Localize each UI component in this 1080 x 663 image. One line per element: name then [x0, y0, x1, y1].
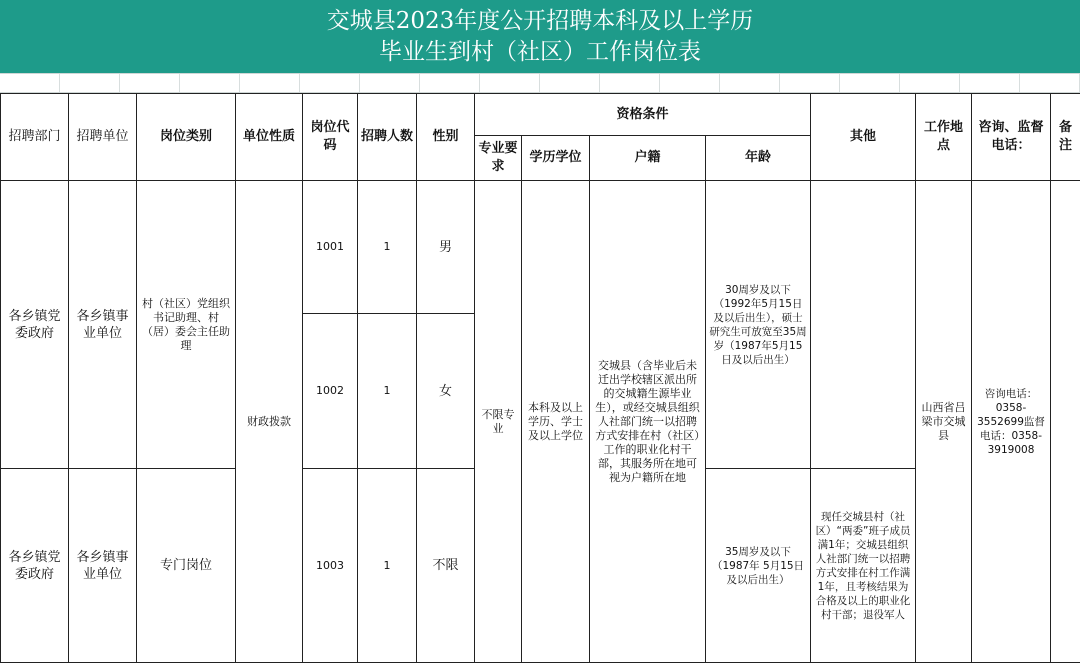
row3-count: 1 [358, 469, 417, 663]
header-category: 岗位类别 [137, 94, 236, 181]
header-contact: 咨询、监督电话： [972, 94, 1051, 181]
table-title-banner [0, 0, 1080, 73]
positions-table [0, 93, 1080, 663]
header-gender: 性别 [417, 94, 475, 181]
row1-gender: 男 [417, 181, 475, 314]
header-unit: 招聘单位 [69, 94, 137, 181]
row3-unit: 各乡镇事业单位 [69, 469, 137, 663]
header-major: 专业要求 [475, 136, 522, 181]
header-code: 岗位代码 [303, 94, 358, 181]
header-qualifications: 资格条件 [475, 94, 811, 136]
header-count: 招聘人数 [358, 94, 417, 181]
row3-age: 35周岁及以下（1987年 5月15日及以后出生） [706, 469, 811, 663]
row3-other: 现任交城县村（社区）“两委”班子成员满1年；交城县组织人社部门统一以招聘方式安排在村工作满1年，且考核结果为合格及以上的职业化村干部；退役军人 [811, 469, 916, 663]
title-line-1: 交城县2023年度公开招聘本科及以上学历 [0, 6, 1080, 37]
row3-code: 1003 [303, 469, 358, 663]
location-cell: 山西省吕梁市交城县 [916, 181, 972, 663]
row1-dept: 各乡镇党委政府 [1, 181, 69, 469]
header-age: 年龄 [706, 136, 811, 181]
contact-cell: 咨询电话：0358-3552699监督电话：0358-3919008 [972, 181, 1051, 663]
table-row [1, 181, 1080, 314]
row3-category: 专门岗位 [137, 469, 236, 663]
row1-unit: 各乡镇事业单位 [69, 181, 137, 469]
header-nature: 单位性质 [236, 94, 303, 181]
spreadsheet-gap-row [0, 73, 1080, 93]
major-cell: 不限专业 [475, 181, 522, 663]
row1-count: 1 [358, 181, 417, 314]
nature-cell: 财政拨款 [236, 181, 303, 663]
header-remarks: 备注 [1051, 94, 1080, 181]
education-cell: 本科及以上学历、学士及以上学位 [522, 181, 590, 663]
header-education: 学历学位 [522, 136, 590, 181]
row2-code: 1002 [303, 314, 358, 469]
row2-count: 1 [358, 314, 417, 469]
remarks-cell [1051, 181, 1080, 663]
row3-gender: 不限 [417, 469, 475, 663]
row3-dept: 各乡镇党委政府 [1, 469, 69, 663]
header-location: 工作地点 [916, 94, 972, 181]
household-cell: 交城县（含毕业后未迁出学校辖区派出所的交城籍生源毕业生），或经交城县组织人社部门统一以招聘方式安排在村（社区）工作的职业化村干部，其服务所在地可视为户籍所在地 [590, 181, 706, 663]
title-line-2: 毕业生到村（社区）工作岗位表 [0, 37, 1080, 68]
header-household: 户籍 [590, 136, 706, 181]
header-dept: 招聘部门 [1, 94, 69, 181]
header-other: 其他 [811, 94, 916, 181]
row1-category: 村（社区）党组织书记助理、村（居）委会主任助理 [137, 181, 236, 469]
row2-gender: 女 [417, 314, 475, 469]
row1-age: 30周岁及以下（1992年5月15日及以后出生），硕士研究生可放宽至35周岁（1987年5月15日及以后出生） [706, 181, 811, 469]
row1-other [811, 181, 916, 469]
row1-code: 1001 [303, 181, 358, 314]
